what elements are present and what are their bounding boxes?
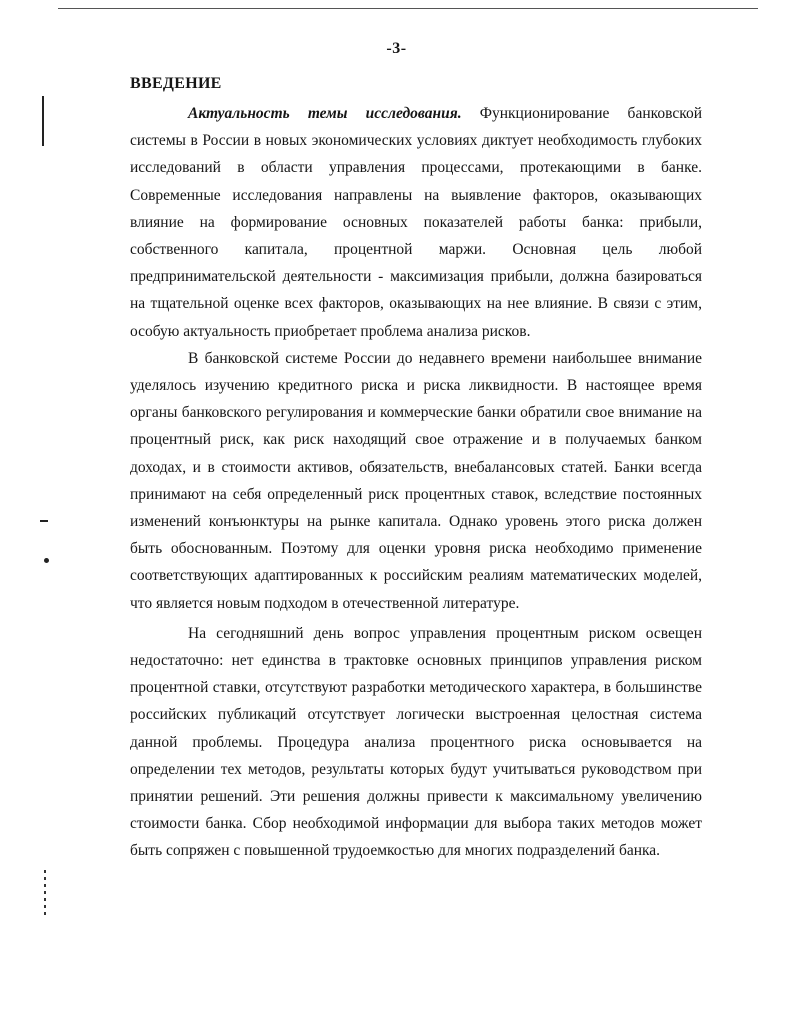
scan-artifact-dash	[40, 520, 48, 522]
paragraph-text: В банковской системе России до недавнего времени наибольшее внимание уделялось изучению кредитного риска и риска ликвидности. В настоящее время органы банковского регулирования и коммерческие банки обратили свое внимание на процентный риск, как риск находящий свое отражение и в получаемых банком доходах, и в стоимости активов, обязательств, внебалансовых статей. Банки всегда принимают на себя определенный риск процентных ставок, вследствие постоянных изменений конъюнктуры на рынке капитала. Однако уровень этого риска должен быть обоснованным. Поэтому для оценки уровня риска необходимо применение соответствующих адаптированных к российским реалиям математических моделей, что является новым подходом в отечественной литературе.	[130, 349, 702, 612]
paragraph-text: На сегодняшний день вопрос управления процентным риском освещен недостаточно: нет единства в трактовке основных принципов управления риском процентной ставки, отсутствуют разработки методического характера, в большинстве российских публикаций отсутствует логически выстроенная целостная система данной проблемы. Процедура анализа процентного риска основывается на определении тех методов, результаты которых будут учитываться руководством при принятии решений. Эти решения должны привести к максимальному увеличению стоимости банка. Сбор необходимой информации для выбора таких методов может быть сопряжен с повышенной трудоемкостью для многих подразделений банка.	[130, 624, 702, 860]
page-number: -3-	[386, 40, 407, 57]
scan-artifact-bracket	[42, 96, 44, 146]
scan-artifact-dots	[44, 870, 46, 916]
paragraph-text: Функционирование банковской системы в России в новых экономических условиях диктует необходимость глубоких исследований в области управления процессами, протекающими в банке. Современные исследования направлены на выявление факторов, оказывающих влияние на формирование основных показателей работы банка: прибыли, собственного капитала, процентной маржи. Основная цель любой предпринимательской деятельности - максимизация прибыли, должна базироваться на тщательной оценке всех факторов, оказывающих на нее влияние. В связи с этим, особую актуальность приобретает проблема анализа рисков.	[130, 105, 703, 340]
paragraph-relevance	[130, 100, 702, 345]
paragraph-lead: Актуальность темы исследования.	[188, 105, 462, 122]
paragraph-banking-system	[130, 345, 702, 617]
section-heading: ВВЕДЕНИЕ	[130, 75, 222, 92]
scan-artifact-dot	[44, 558, 49, 563]
paragraph-current-state	[130, 620, 702, 865]
document-body	[130, 70, 702, 865]
top-border-line	[58, 8, 758, 9]
